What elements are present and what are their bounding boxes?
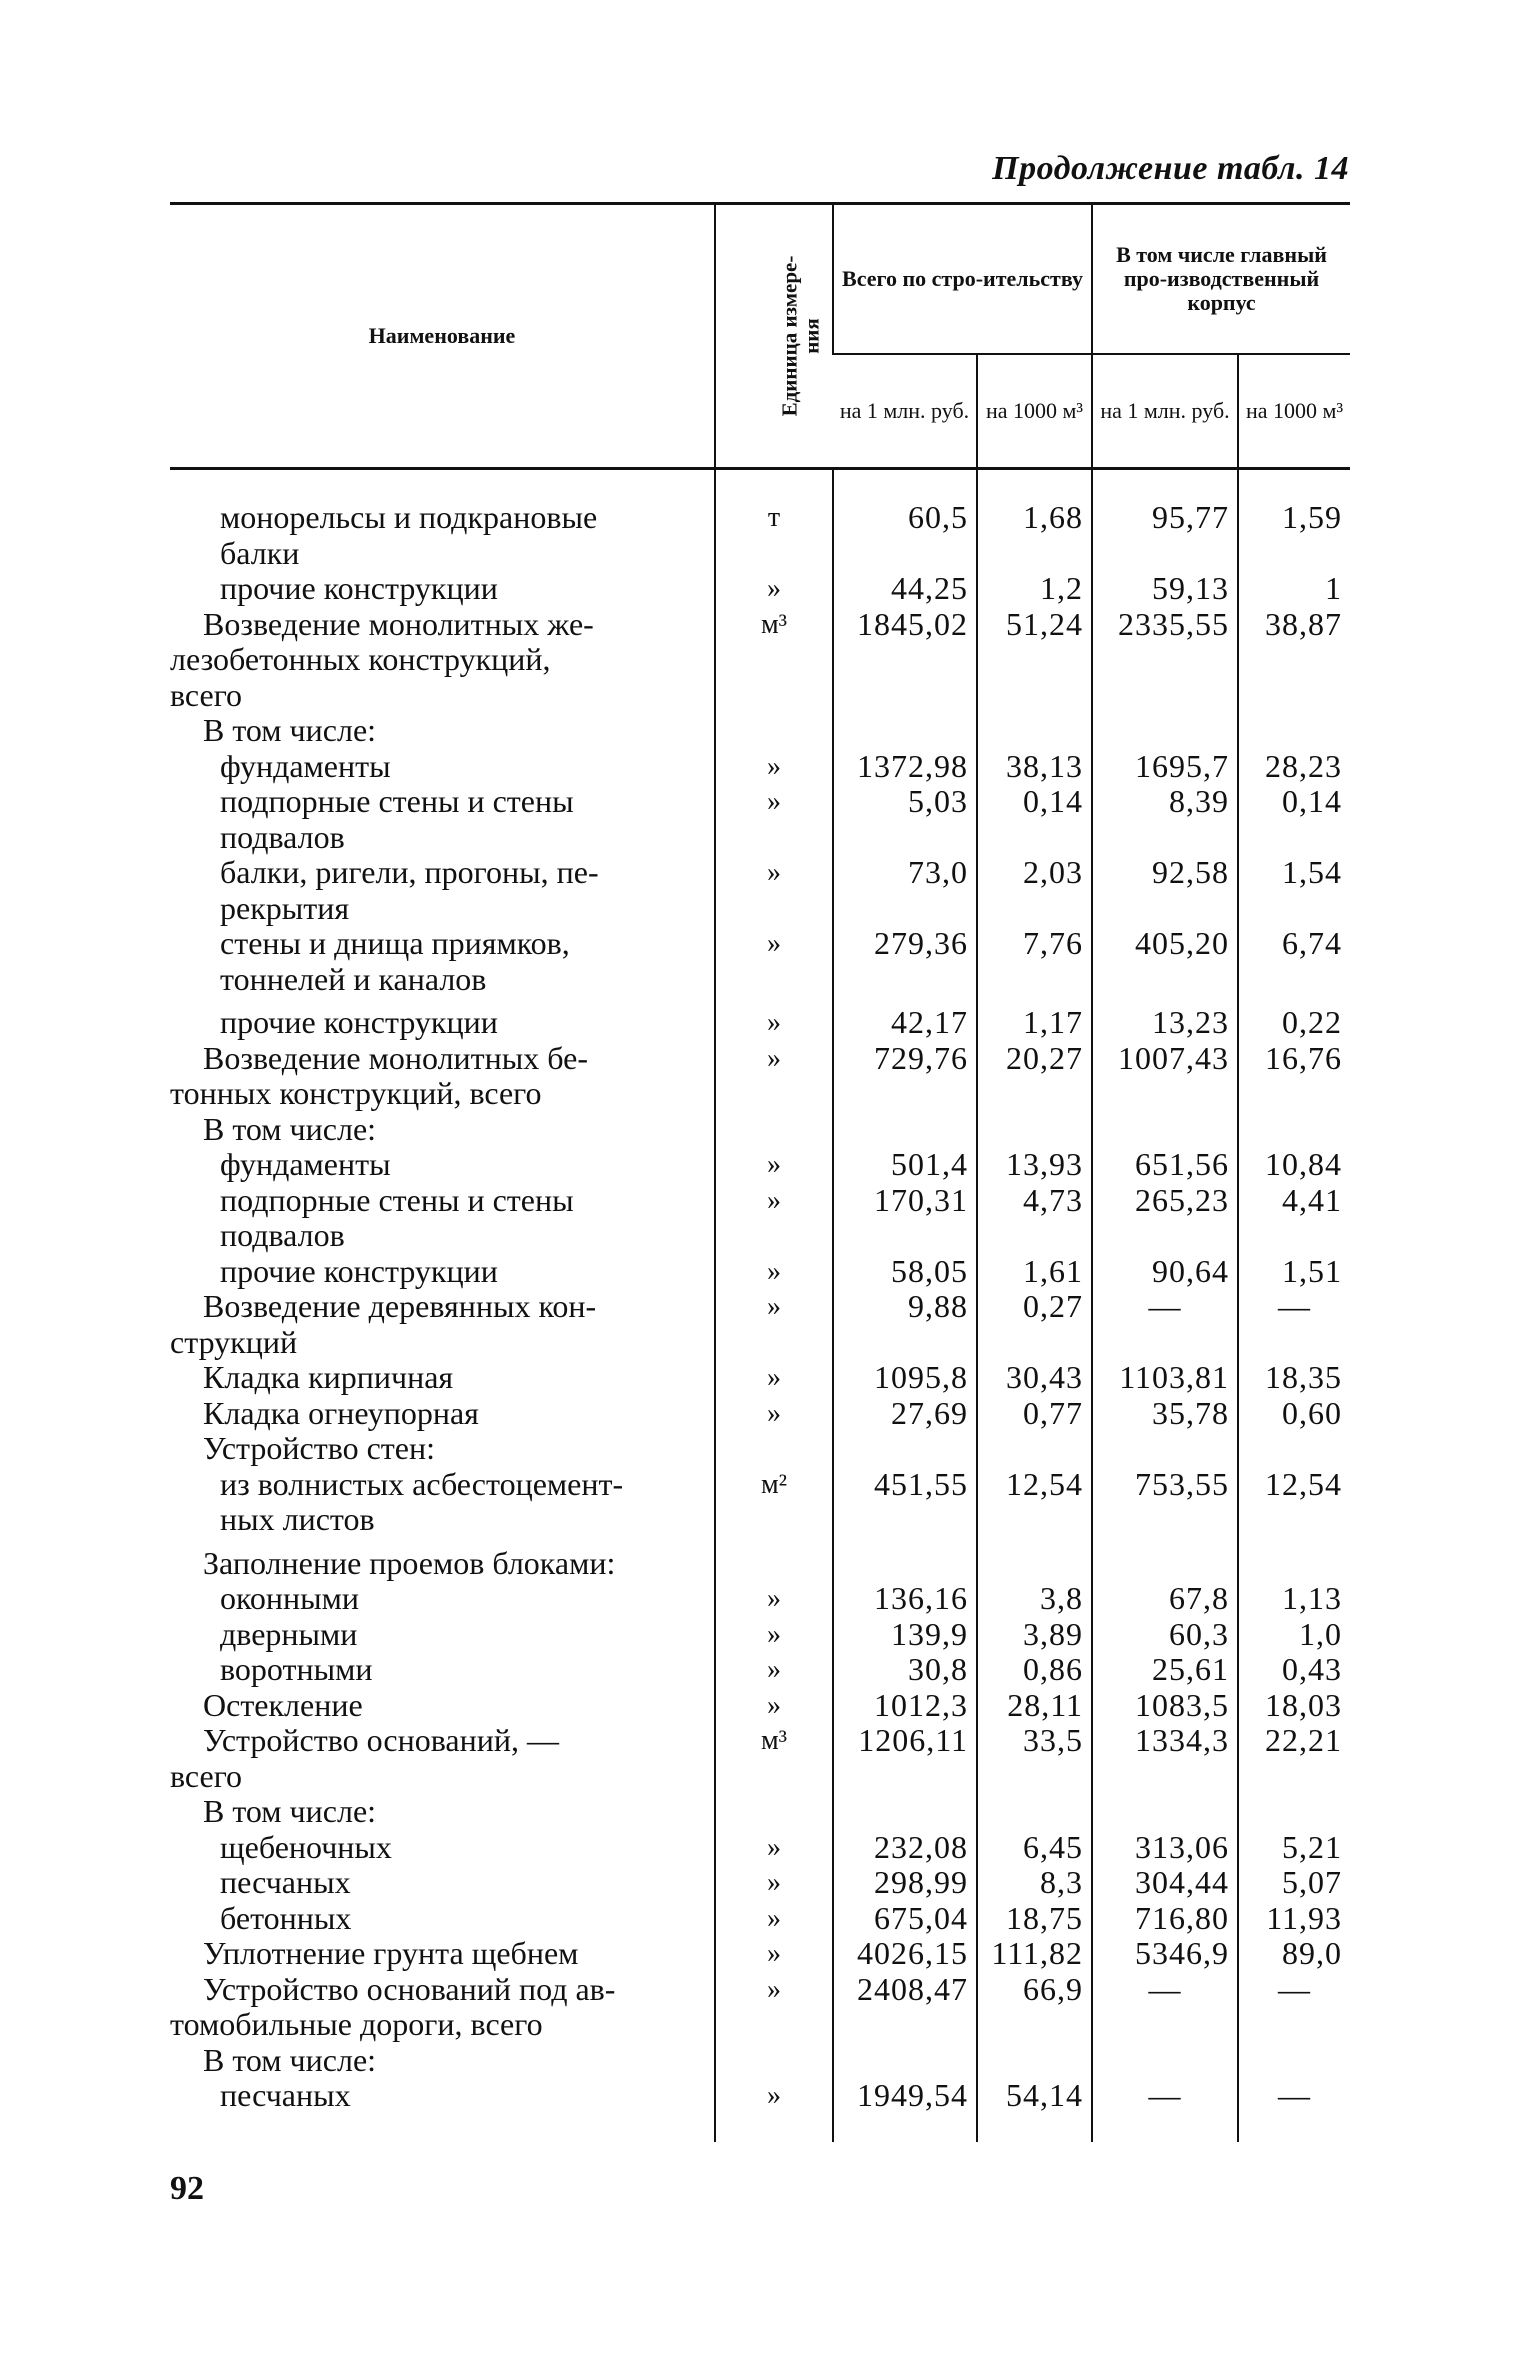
value-main-per-million: 95,77 <box>1092 500 1238 571</box>
value-total-per-million: 298,99 <box>833 1865 977 1901</box>
value-main-per-million: 1695,7 <box>1092 749 1238 785</box>
table-row <box>170 1112 1350 1148</box>
table-row <box>170 1289 1350 1360</box>
table-row <box>170 1794 1350 1830</box>
value-total-per-million: 5,03 <box>833 784 977 855</box>
row-unit: » <box>715 1360 833 1396</box>
value-total-per-1000m3: 111,82 <box>977 1936 1092 1972</box>
value-main-per-million: 25,61 <box>1092 1652 1238 1688</box>
value-main-per-1000m3: 1 <box>1238 571 1350 607</box>
value-main-per-1000m3: 1,54 <box>1238 855 1350 926</box>
value-total-per-1000m3: 20,27 <box>977 1041 1092 1112</box>
row-name: Устройство оснований под ав- томобильные дороги, всего <box>170 1970 616 2042</box>
value-total-per-1000m3 <box>977 1538 1092 1582</box>
value-total-per-million: 42,17 <box>833 997 977 1041</box>
value-main-per-million: 1083,5 <box>1092 1688 1238 1724</box>
value-total-per-million: 136,16 <box>833 1581 977 1617</box>
value-total-per-million: 9,88 <box>833 1289 977 1360</box>
table-row <box>170 1972 1350 2043</box>
row-unit: » <box>715 1865 833 1901</box>
value-total-per-million: 1012,3 <box>833 1688 977 1724</box>
value-main-per-1000m3 <box>1238 1538 1350 1582</box>
value-main-per-million: 67,8 <box>1092 1581 1238 1617</box>
row-name: В том числе: <box>203 2041 377 2078</box>
row-name: воротными <box>220 1651 373 1687</box>
value-main-per-million: 313,06 <box>1092 1830 1238 1866</box>
value-total-per-1000m3: 0,77 <box>977 1396 1092 1432</box>
row-name: оконными <box>220 1580 360 1616</box>
row-unit: » <box>715 1936 833 1972</box>
table-row <box>170 1936 1350 1972</box>
row-name: прочие конструкции <box>220 1004 498 1040</box>
header-sub-per-million: на 1 млн. руб. <box>1092 354 1238 469</box>
spacer-cell <box>715 469 833 501</box>
row-unit <box>715 2043 833 2079</box>
table-row <box>170 2078 1350 2114</box>
table-row <box>170 1538 1350 1582</box>
value-total-per-million: 279,36 <box>833 926 977 997</box>
value-main-per-million: 2335,55 <box>1092 607 1238 714</box>
value-total-per-million: 1845,02 <box>833 607 977 714</box>
header-sub-per-million: на 1 млн. руб. <box>839 398 970 423</box>
value-main-per-million: 753,55 <box>1092 1467 1238 1538</box>
value-total-per-million <box>833 1794 977 1830</box>
value-main-per-1000m3: 1,13 <box>1238 1581 1350 1617</box>
value-total-per-1000m3: 0,86 <box>977 1652 1092 1688</box>
value-total-per-million: 1206,11 <box>833 1723 977 1794</box>
data-table <box>170 202 1350 2142</box>
value-main-per-million: — <box>1092 1289 1238 1360</box>
row-unit <box>715 1431 833 1467</box>
value-main-per-1000m3: — <box>1238 1289 1350 1360</box>
value-main-per-million: 60,3 <box>1092 1617 1238 1653</box>
value-total-per-million: 139,9 <box>833 1617 977 1653</box>
header-total-construction: Всего по стро-ительству <box>833 204 1092 355</box>
value-total-per-million: 4026,15 <box>833 1936 977 1972</box>
table-row <box>170 1830 1350 1866</box>
table-row <box>170 500 1350 571</box>
table-row <box>170 997 1350 1041</box>
row-unit: » <box>715 1688 833 1724</box>
row-unit: » <box>715 926 833 997</box>
table-row <box>170 1254 1350 1290</box>
value-total-per-million: 675,04 <box>833 1901 977 1937</box>
value-total-per-1000m3: 51,24 <box>977 607 1092 714</box>
value-main-per-million: 651,56 <box>1092 1147 1238 1183</box>
value-total-per-1000m3: 0,14 <box>977 784 1092 855</box>
header-unit-cell <box>715 204 833 469</box>
table-body <box>170 469 1350 2142</box>
row-unit: м³ <box>715 607 833 714</box>
value-total-per-1000m3 <box>977 713 1092 749</box>
value-total-per-million <box>833 1538 977 1582</box>
row-name: Устройство оснований, — всего <box>170 1722 559 1794</box>
row-name: из волнистых асбестоцемент- ных листов <box>220 1465 624 1537</box>
value-total-per-1000m3: 1,68 <box>977 500 1092 571</box>
value-total-per-1000m3 <box>977 1431 1092 1467</box>
table-row <box>170 1183 1350 1254</box>
value-main-per-1000m3: 0,22 <box>1238 997 1350 1041</box>
value-main-per-1000m3: 0,60 <box>1238 1396 1350 1432</box>
row-name: В том числе: <box>203 712 377 748</box>
value-total-per-1000m3: 7,76 <box>977 926 1092 997</box>
table-row <box>170 607 1350 714</box>
value-main-per-million: 13,23 <box>1092 997 1238 1041</box>
value-main-per-million: 8,39 <box>1092 784 1238 855</box>
value-total-per-1000m3: 6,45 <box>977 1830 1092 1866</box>
row-unit <box>715 1794 833 1830</box>
row-unit: » <box>715 2078 833 2114</box>
table-row <box>170 1865 1350 1901</box>
value-total-per-million <box>833 2043 977 2079</box>
row-name: песчаных <box>220 1864 351 1900</box>
value-total-per-million: 2408,47 <box>833 1972 977 2043</box>
value-total-per-1000m3 <box>977 1112 1092 1148</box>
value-total-per-million: 170,31 <box>833 1183 977 1254</box>
row-unit: » <box>715 1581 833 1617</box>
row-name: Заполнение проемов блоками: <box>203 1544 616 1581</box>
value-main-per-million <box>1092 1538 1238 1582</box>
value-total-per-1000m3: 66,9 <box>977 1972 1092 2043</box>
spacer-row <box>170 469 1350 501</box>
value-total-per-million: 501,4 <box>833 1147 977 1183</box>
value-total-per-1000m3 <box>977 1794 1092 1830</box>
tail-row <box>170 2114 1350 2142</box>
value-total-per-million: 44,25 <box>833 571 977 607</box>
spacer-cell <box>833 469 977 501</box>
value-main-per-1000m3: 18,35 <box>1238 1360 1350 1396</box>
row-name: фундаменты <box>220 1146 391 1182</box>
row-unit: » <box>715 855 833 926</box>
table-row <box>170 1396 1350 1432</box>
value-main-per-million: 1334,3 <box>1092 1723 1238 1794</box>
row-name: монорельсы и подкрановые балки <box>220 499 598 571</box>
row-name: Возведение монолитных же- лезобетонных конструкций, всего <box>170 605 594 713</box>
tail-cell <box>833 2114 977 2142</box>
row-unit: » <box>715 1289 833 1360</box>
value-total-per-1000m3 <box>977 2043 1092 2079</box>
table-row <box>170 1723 1350 1794</box>
row-unit: » <box>715 997 833 1041</box>
value-total-per-1000m3: 8,3 <box>977 1865 1092 1901</box>
table-caption: Продолжение табл. 14 <box>992 150 1349 187</box>
row-unit: » <box>715 1147 833 1183</box>
value-main-per-million: 59,13 <box>1092 571 1238 607</box>
row-unit: » <box>715 1041 833 1112</box>
value-total-per-1000m3: 18,75 <box>977 1901 1092 1937</box>
row-name: фундаменты <box>220 747 391 784</box>
row-name: Уплотнение грунта щебнем <box>203 1935 579 1971</box>
table-row <box>170 1688 1350 1724</box>
value-main-per-1000m3: 10,84 <box>1238 1147 1350 1183</box>
value-main-per-1000m3: 5,21 <box>1238 1830 1350 1866</box>
header-sub-per-1000m3: на 1000 м³ <box>977 354 1092 469</box>
value-main-per-million: 1007,43 <box>1092 1041 1238 1112</box>
row-name: щебеночных <box>220 1828 392 1865</box>
row-unit: » <box>715 1652 833 1688</box>
row-unit: » <box>715 1254 833 1290</box>
value-total-per-million: 232,08 <box>833 1830 977 1866</box>
value-main-per-million: 35,78 <box>1092 1396 1238 1432</box>
row-name: Остекление <box>203 1686 363 1723</box>
value-main-per-1000m3: — <box>1238 1972 1350 2043</box>
value-main-per-1000m3: 6,74 <box>1238 926 1350 997</box>
value-total-per-million: 58,05 <box>833 1254 977 1290</box>
value-main-per-1000m3 <box>1238 1794 1350 1830</box>
table-row <box>170 855 1350 926</box>
value-main-per-1000m3: — <box>1238 2078 1350 2114</box>
value-total-per-1000m3: 3,8 <box>977 1581 1092 1617</box>
value-total-per-million <box>833 1112 977 1148</box>
value-total-per-million <box>833 1431 977 1467</box>
value-main-per-1000m3: 0,43 <box>1238 1652 1350 1688</box>
table-row <box>170 2043 1350 2079</box>
table-row <box>170 784 1350 855</box>
value-total-per-million: 729,76 <box>833 1041 977 1112</box>
value-main-per-1000m3 <box>1238 713 1350 749</box>
page-number: 92 <box>170 2170 204 2207</box>
value-main-per-million: 304,44 <box>1092 1865 1238 1901</box>
row-name: Кладка кирпичная <box>203 1359 454 1395</box>
value-total-per-1000m3: 3,89 <box>977 1617 1092 1653</box>
value-total-per-1000m3: 33,5 <box>977 1723 1092 1794</box>
value-total-per-1000m3: 38,13 <box>977 749 1092 785</box>
table-row <box>170 1617 1350 1653</box>
value-total-per-1000m3: 1,17 <box>977 997 1092 1041</box>
row-name: бетонных <box>220 1899 352 1936</box>
row-unit: » <box>715 1901 833 1937</box>
value-main-per-1000m3: 28,23 <box>1238 749 1350 785</box>
row-unit: » <box>715 784 833 855</box>
table-row <box>170 926 1350 997</box>
row-name: прочие конструкции <box>220 570 498 606</box>
value-total-per-million: 1372,98 <box>833 749 977 785</box>
value-total-per-million <box>833 713 977 749</box>
value-main-per-1000m3: 89,0 <box>1238 1936 1350 1972</box>
row-name: Устройство стен: <box>203 1430 435 1466</box>
value-total-per-1000m3: 0,27 <box>977 1289 1092 1360</box>
row-name: В том числе: <box>203 1110 377 1147</box>
value-main-per-1000m3: 5,07 <box>1238 1865 1350 1901</box>
row-unit: » <box>715 1183 833 1254</box>
row-name: Кладка огнеупорная <box>203 1394 479 1431</box>
row-unit: т <box>715 500 833 571</box>
table-row <box>170 1901 1350 1937</box>
tail-cell <box>1092 2114 1238 2142</box>
row-unit: » <box>715 1617 833 1653</box>
table-row <box>170 713 1350 749</box>
value-total-per-million: 1949,54 <box>833 2078 977 2114</box>
tail-cell <box>715 2114 833 2142</box>
value-main-per-million <box>1092 1431 1238 1467</box>
value-total-per-1000m3: 4,73 <box>977 1183 1092 1254</box>
header-main-building: В том числе главный про-изводственный корпус <box>1092 204 1350 355</box>
row-name: В том числе: <box>203 1793 377 1829</box>
row-name: Возведение монолитных бе- тонных конструкций, всего <box>170 1039 588 1111</box>
value-total-per-1000m3: 13,93 <box>977 1147 1092 1183</box>
value-total-per-1000m3: 1,2 <box>977 571 1092 607</box>
row-name: дверными <box>220 1615 358 1652</box>
table-row <box>170 1360 1350 1396</box>
value-main-per-million: 265,23 <box>1092 1183 1238 1254</box>
value-main-per-million: 405,20 <box>1092 926 1238 997</box>
table-row <box>170 1431 1350 1467</box>
value-main-per-1000m3: 16,76 <box>1238 1041 1350 1112</box>
row-name: прочие конструкции <box>220 1252 498 1289</box>
row-unit: » <box>715 1830 833 1866</box>
header-unit: Единица измере- ния <box>777 255 824 416</box>
table-row <box>170 1467 1350 1538</box>
value-total-per-1000m3: 12,54 <box>977 1467 1092 1538</box>
value-total-per-million: 73,0 <box>833 855 977 926</box>
value-main-per-million <box>1092 1112 1238 1148</box>
row-name: балки, ригели, прогоны, пе- рекрытия <box>220 854 599 926</box>
value-main-per-1000m3: 0,14 <box>1238 784 1350 855</box>
value-main-per-1000m3: 1,0 <box>1238 1617 1350 1653</box>
value-main-per-million: — <box>1092 1972 1238 2043</box>
value-main-per-1000m3: 4,41 <box>1238 1183 1350 1254</box>
row-name: песчаных <box>220 2077 351 2113</box>
value-main-per-1000m3: 1,59 <box>1238 500 1350 571</box>
value-main-per-1000m3: 12,54 <box>1238 1467 1350 1538</box>
row-name: Возведение деревянных кон- струкций <box>170 1288 597 1360</box>
table-row <box>170 1041 1350 1112</box>
value-total-per-1000m3: 1,61 <box>977 1254 1092 1290</box>
table-row <box>170 1581 1350 1617</box>
value-total-per-million: 451,55 <box>833 1467 977 1538</box>
table-row <box>170 1652 1350 1688</box>
row-unit: м² <box>715 1467 833 1538</box>
value-main-per-million: — <box>1092 2078 1238 2114</box>
spacer-cell <box>1092 469 1238 501</box>
row-name: подпорные стены и стены подвалов <box>220 1181 574 1253</box>
value-main-per-1000m3: 22,21 <box>1238 1723 1350 1794</box>
value-main-per-million: 5346,9 <box>1092 1936 1238 1972</box>
tail-cell <box>170 2114 715 2142</box>
value-main-per-million <box>1092 713 1238 749</box>
value-main-per-1000m3 <box>1238 1112 1350 1148</box>
value-total-per-1000m3: 30,43 <box>977 1360 1092 1396</box>
value-main-per-million: 716,80 <box>1092 1901 1238 1937</box>
value-total-per-1000m3: 28,11 <box>977 1688 1092 1724</box>
spacer-cell <box>977 469 1092 501</box>
table-header <box>170 204 1350 469</box>
row-unit: » <box>715 1972 833 2043</box>
value-main-per-million: 92,58 <box>1092 855 1238 926</box>
value-main-per-million: 90,64 <box>1092 1254 1238 1290</box>
value-main-per-1000m3 <box>1238 2043 1350 2079</box>
value-main-per-1000m3: 1,51 <box>1238 1254 1350 1290</box>
table-row <box>170 749 1350 785</box>
value-main-per-million: 1103,81 <box>1092 1360 1238 1396</box>
row-unit <box>715 1538 833 1582</box>
tail-cell <box>1238 2114 1350 2142</box>
value-main-per-1000m3: 38,87 <box>1238 607 1350 714</box>
value-total-per-million: 30,8 <box>833 1652 977 1688</box>
row-unit <box>715 713 833 749</box>
value-main-per-million <box>1092 1794 1238 1830</box>
value-main-per-1000m3 <box>1238 1431 1350 1467</box>
value-main-per-1000m3: 18,03 <box>1238 1688 1350 1724</box>
table-row <box>170 1147 1350 1183</box>
value-total-per-million: 1095,8 <box>833 1360 977 1396</box>
tail-cell <box>977 2114 1092 2142</box>
table-row <box>170 571 1350 607</box>
value-main-per-1000m3: 11,93 <box>1238 1901 1350 1937</box>
row-unit <box>715 1112 833 1148</box>
row-unit: » <box>715 749 833 785</box>
spacer-cell <box>170 469 715 501</box>
value-total-per-1000m3: 54,14 <box>977 2078 1092 2114</box>
row-unit: » <box>715 1396 833 1432</box>
header-name: Наименование <box>368 323 516 348</box>
value-total-per-1000m3: 2,03 <box>977 855 1092 926</box>
value-main-per-million <box>1092 2043 1238 2079</box>
row-name: стены и днища приямков, тоннелей и каналов <box>220 925 570 997</box>
value-total-per-million: 27,69 <box>833 1396 977 1432</box>
spacer-cell <box>1238 469 1350 501</box>
row-name: подпорные стены и стены подвалов <box>220 783 574 855</box>
value-total-per-million: 60,5 <box>833 500 977 571</box>
header-sub-per-1000m3: на 1000 м³ <box>1238 354 1350 469</box>
row-unit: » <box>715 571 833 607</box>
row-unit: м³ <box>715 1723 833 1794</box>
